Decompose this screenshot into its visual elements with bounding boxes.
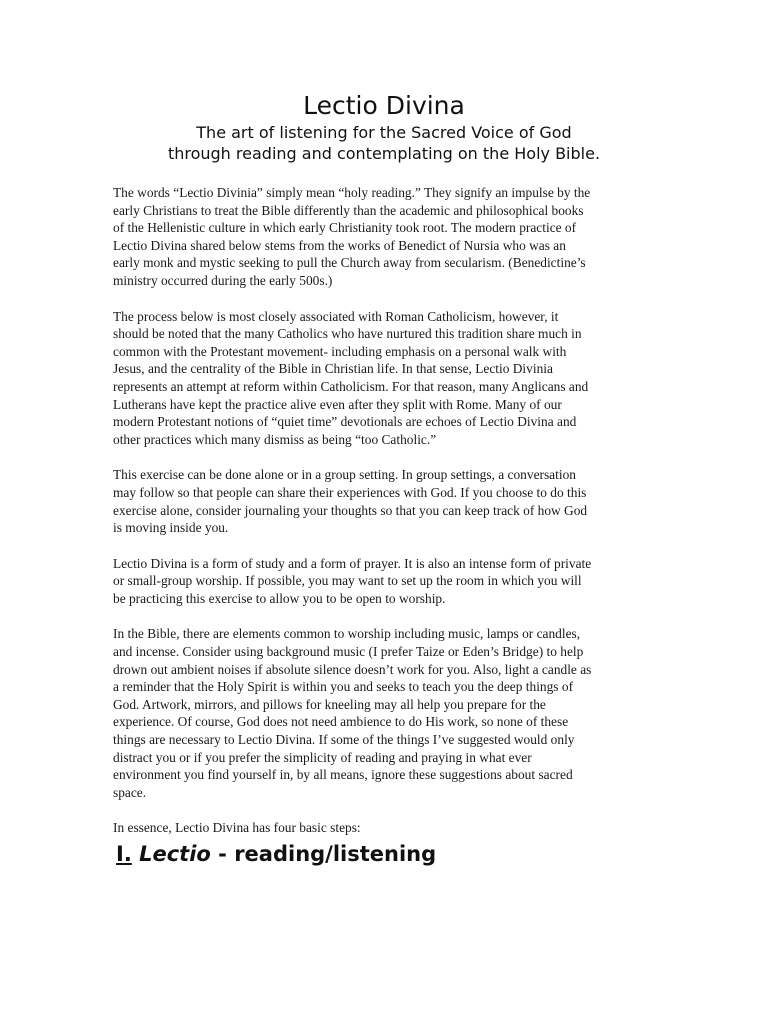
paragraph-line: common with the Protestant movement- including emphasis on a personal walk with [113,343,567,359]
paragraph-line: In the Bible, there are elements common to worship including music, lamps or candles, [113,626,581,642]
paragraph [113,466,658,536]
paragraph-line: ministry occurred during the early 500s.) [113,272,333,288]
document-title: Lectio Divina [303,91,465,120]
subtitle-line: through reading and contemplating on the Holy Bible. [167,144,601,163]
section-heading-rest: - reading/listening [210,842,437,866]
paragraph-line: Jesus, and the centrality of the Bible in Christian life. In that sense, Lectio Divinia [113,361,553,377]
paragraph-line: represents an attempt at reform within Catholicism. For that reason, many Anglicans and [113,378,589,394]
paragraph-line: The process below is most closely associated with Roman Catholicism, however, it [113,308,559,324]
paragraph-line: Lectio Divina is a form of study and a form of prayer. It is also an intense form of private [113,555,592,571]
paragraph [113,555,658,608]
paragraph-line: Lutherans have kept the practice alive even after they split with Rome. Many of our [113,396,562,412]
paragraph-line: other practices which many dismiss as being “too Catholic.” [113,431,437,447]
paragraph-line: a reminder that the Holy Spirit is within you and seeks to teach you the deep things of [113,679,574,695]
paragraph-line: exercise alone, consider journaling your thoughts so that you can keep track of how God [113,502,588,518]
paragraph [113,819,658,837]
paragraph-line: be practicing this exercise to allow you to be open to worship. [113,590,446,606]
paragraph-line: distract you or if you prefer the simplicity of reading and praying in what ever [113,749,532,765]
paragraph-line: Lectio Divina shared below stems from the works of Benedict of Nursia who was an [113,237,566,253]
paragraph [113,184,658,290]
paragraph-line: and incense. Consider using background music (I prefer Taize or Eden’s Bridge) to help [113,644,584,660]
paragraph-line: drown out ambient noises if absolute silence doesn’t work for you. Also, light a candle as [113,661,592,677]
paragraph-line: experience. Of course, God does not need ambience to do His work, so none of these [113,714,569,730]
paragraph-line: early monk and mystic seeking to pull the Church away from secularism. (Benedictine’s [113,255,586,271]
section-term: Lectio [139,842,211,866]
section-heading [116,840,436,868]
paragraph-line: of the Hellenistic culture in which early Christianity took root. The modern practice of [113,220,577,236]
section-numeral: I. [116,842,132,866]
paragraph-line: environment you find yourself in, by all means, ignore these suggestions about sacred [113,767,573,783]
document-subtitle [0,122,768,164]
paragraph-line: things are necessary to Lectio Divina. If some of the things I’ve suggested would only [113,732,575,748]
paragraph-line: space. [113,784,147,800]
paragraph-line: This exercise can be done alone or in a group setting. In group settings, a conversation [113,467,576,483]
paragraph-line: may follow so that people can share their experiences with God. If you choose to do this [113,484,587,500]
paragraph-line: modern Protestant notions of “quiet time” devotionals are echoes of Lectio Divina and [113,414,577,430]
paragraph-line: The words “Lectio Divinia” simply mean “holy reading.” They signify an impulse by the [113,185,591,200]
paragraph [113,625,658,801]
paragraph-line: or small-group worship. If possible, you may want to set up the room in which you will [113,573,582,589]
paragraph-line: should be noted that the many Catholics who have nurtured this tradition share much in [113,326,582,342]
paragraph [113,308,658,449]
paragraph-line: is moving inside you. [113,520,229,536]
document-body [113,184,658,855]
paragraph-line: early Christians to treat the Bible differently than the academic and philosophical books [113,202,584,218]
paragraph-line: God. Artwork, mirrors, and pillows for kneeling may all help you prepare for the [113,696,546,712]
subtitle-line: The art of listening for the Sacred Voice of God [196,123,572,142]
paragraph-line: In essence, Lectio Divina has four basic steps: [113,820,361,836]
